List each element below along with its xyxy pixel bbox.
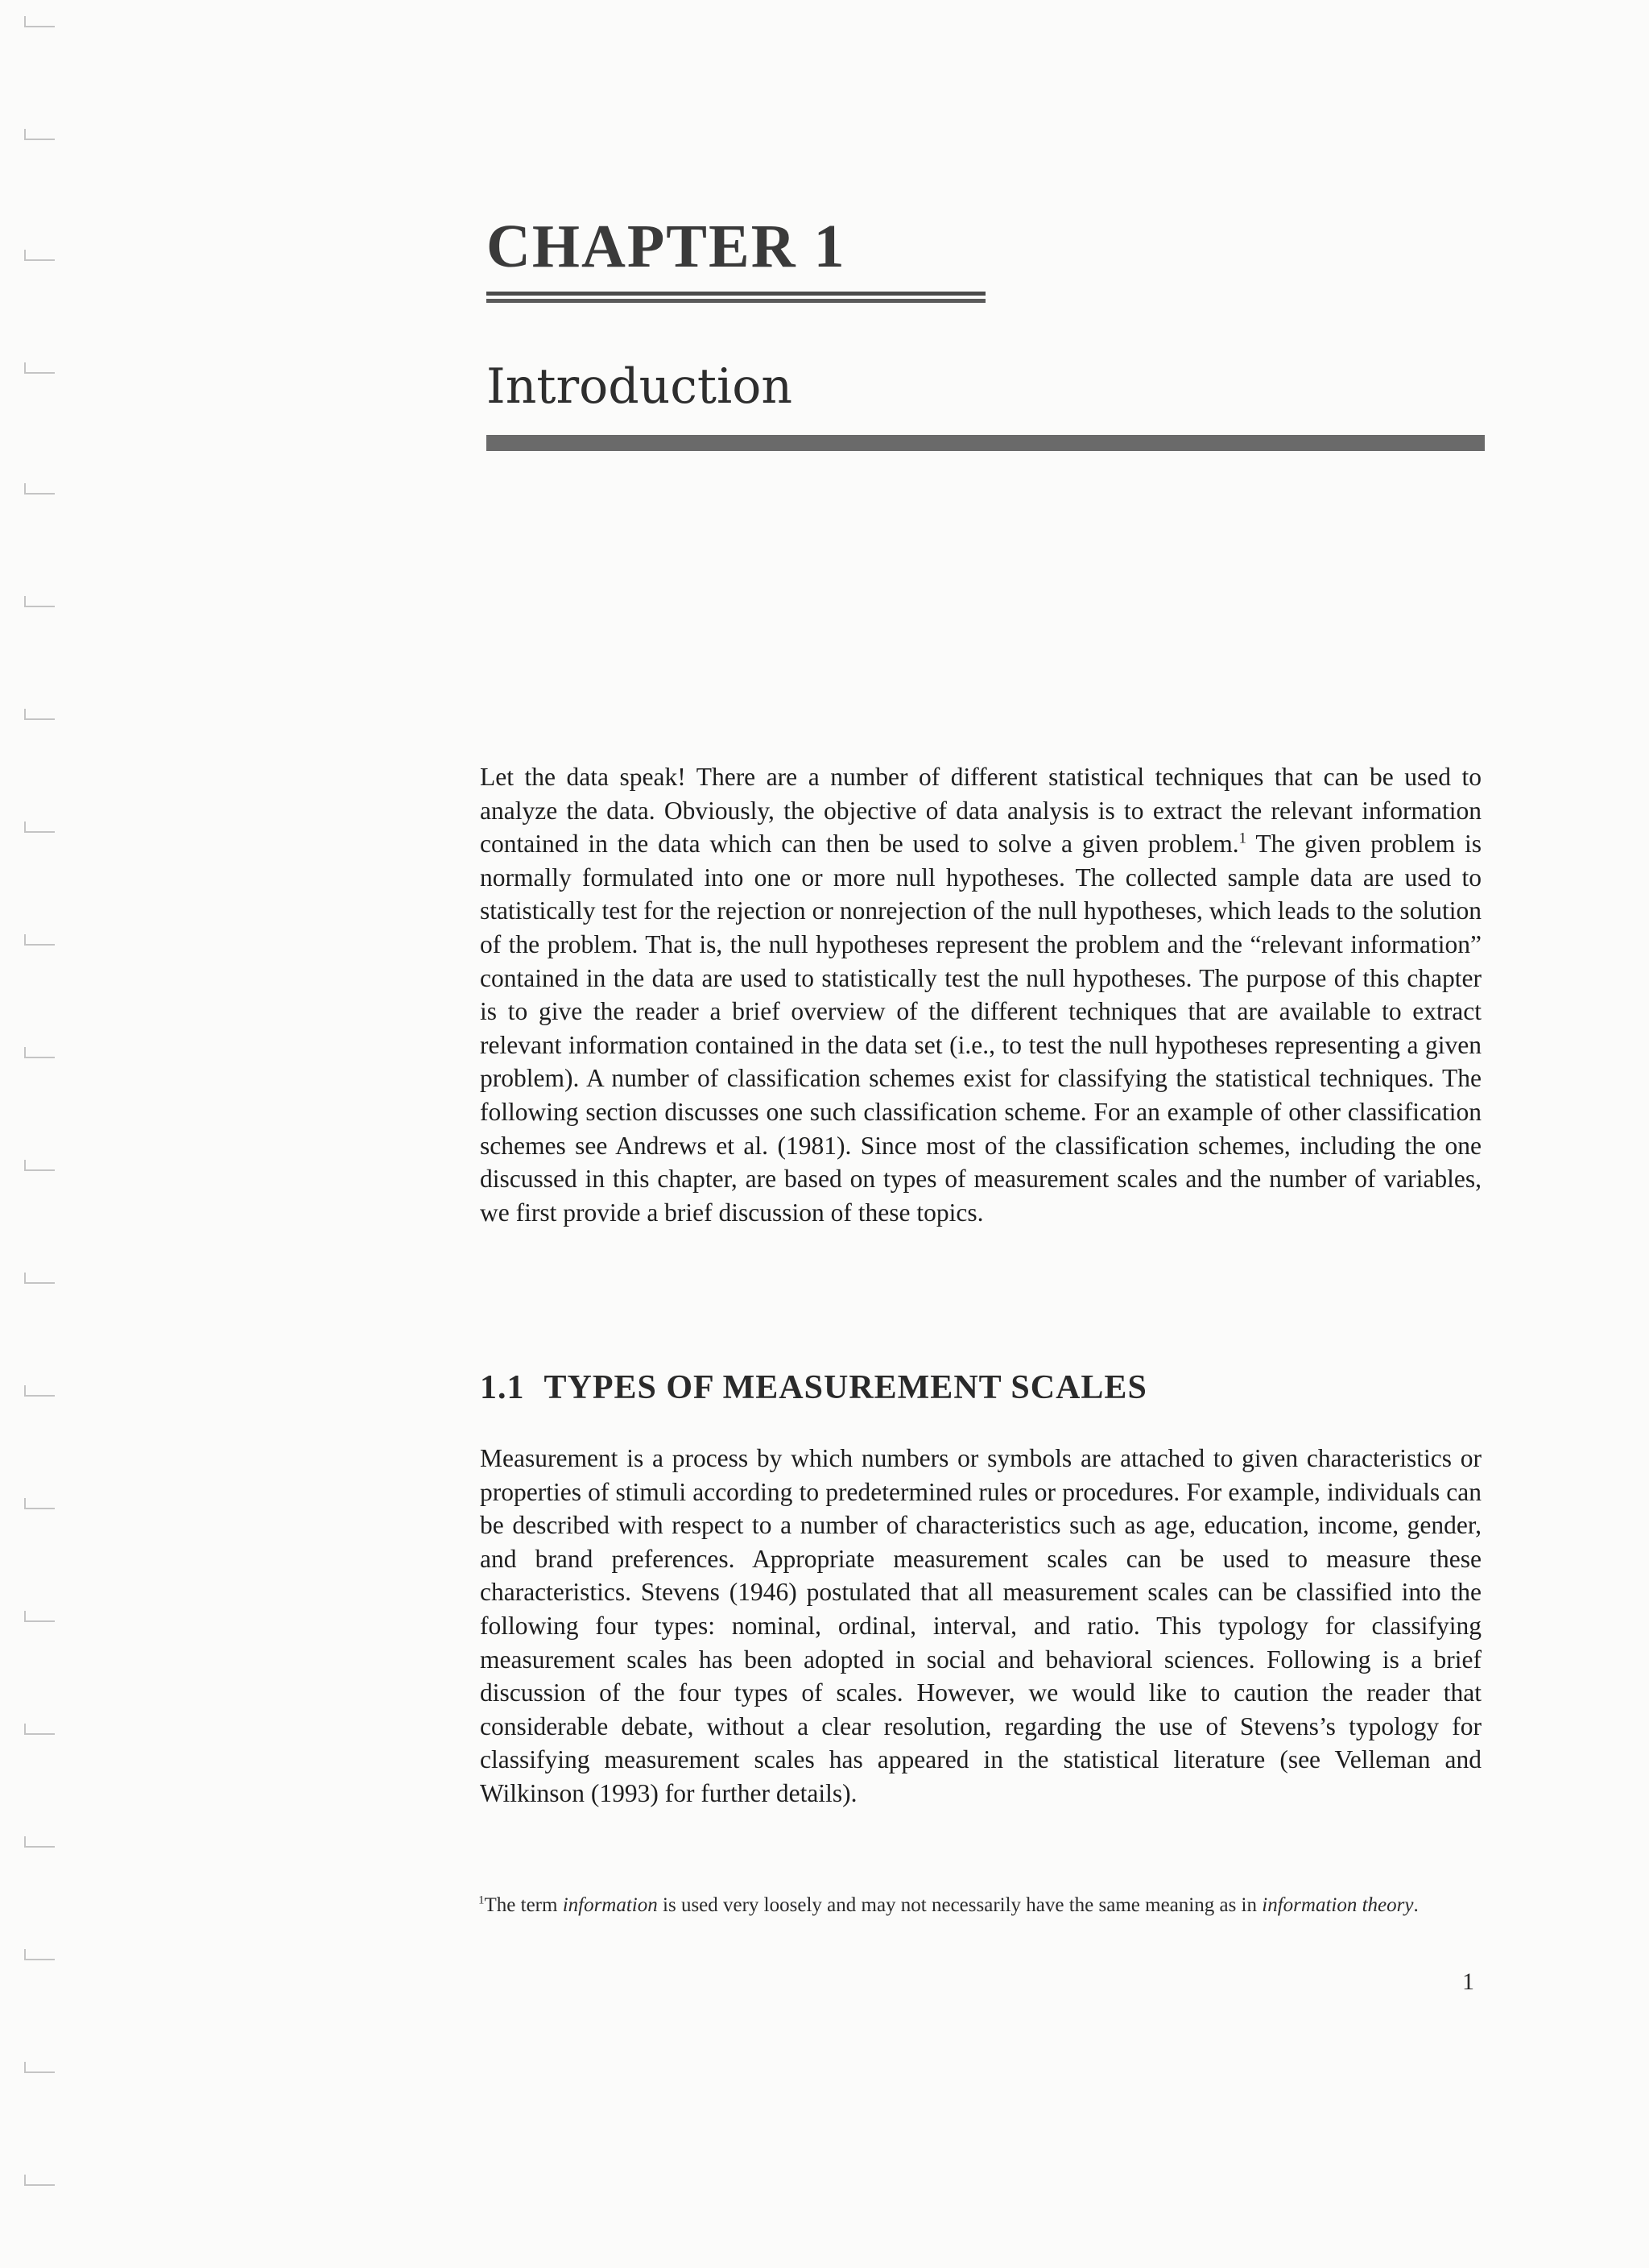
footnote-marker: 1 <box>1238 830 1247 847</box>
binding-mark <box>24 822 55 833</box>
rule-line <box>486 292 986 296</box>
binding-mark <box>24 1160 55 1171</box>
footnote-text: The term <box>484 1894 563 1916</box>
intro-text: Let the data speak! There are a number of different statistical techniques that can be used to analyze the data. Obviously, the objective of data analysis is to extract the relevant information contained in the data which can then be used to solve a given problem. <box>480 763 1482 859</box>
binding-mark <box>24 250 55 261</box>
binding-mark <box>24 1611 55 1622</box>
title-bar <box>486 435 1485 451</box>
chapter-title: Introduction <box>486 358 792 415</box>
intro-paragraph <box>480 760 1482 1229</box>
binding-marks <box>24 16 56 2255</box>
page-number: 1 <box>1462 1968 1474 1995</box>
binding-mark <box>24 1949 55 1960</box>
binding-mark <box>24 1836 55 1848</box>
intro-text: The given problem is normally formulated into one or more null hypotheses. The collected sample data are used to statistically test for the rejection or nonrejection of the null hypotheses, which leads to the solution of the problem. That is, the null hypotheses represent the problem and the “relevant information” contained in the data are used to statistically test the null hypotheses. The purpose of this chapter is to give the reader a brief overview of the different techniques that are available to extract relevant information contained in the data set (i.e., to test the null hypotheses representing a given problem). A number of classification schemes exist for classifying the statistical techniques. The following section discusses one such classification scheme. For an example of other classification schemes see Andrews et al. (1981). Since most of the classification schemes, including the one discussed in this chapter, are based on types of measurement scales and the number of variables, we first provide a brief discussion of these topics. <box>480 830 1482 1227</box>
section-paragraph: Measurement is a process by which numbers or symbols are attached to given characteristics or properties of stimuli according to predetermined rules or procedures. For example, individuals can be described with respect to a number of characteristics such as age, education, income, gender, and brand preferences. Appropriate measurement scales can be used to measure these characteristics. Stevens (1946) postulated that all measurement scales can be classified into the following four types: nominal, ordinal, interval, and ratio. This typology for classifying measurement scales has been adopted in social and behavioral sciences. Following is a brief discussion of the four types of scales. However, we would like to caution the reader that considerable debate, without a clear resolution, regarding the use of Stevens’s typology for classifying measurement scales has appeared in the statistical literature (see Velleman and Wilkinson (1993) for further details). <box>480 1444 1482 1807</box>
footnote <box>478 1890 1485 1920</box>
section-heading <box>480 1371 1147 1405</box>
binding-mark <box>24 1498 55 1509</box>
binding-mark <box>24 1724 55 1735</box>
binding-mark <box>24 483 55 495</box>
footnote-italic: information <box>562 1894 658 1916</box>
footnote-italic: information theory <box>1262 1894 1414 1916</box>
footnote-text: is used very loosely and may not necessarily have the same meaning as in <box>657 1894 1263 1916</box>
binding-mark <box>24 16 55 27</box>
binding-mark <box>24 1385 55 1397</box>
rule-line <box>486 299 986 303</box>
binding-mark <box>24 596 55 607</box>
binding-mark <box>24 709 55 720</box>
binding-mark <box>24 362 55 374</box>
chapter-label: CHAPTER 1 <box>486 213 846 280</box>
binding-mark <box>24 1047 55 1058</box>
binding-mark <box>24 1273 55 1284</box>
section-number: 1.1 <box>480 1369 525 1406</box>
chapter-rule <box>486 292 986 304</box>
footnote-text: . <box>1413 1894 1419 1916</box>
binding-mark <box>24 129 55 140</box>
binding-mark <box>24 934 55 946</box>
section-title: TYPES OF MEASUREMENT SCALES <box>543 1369 1147 1406</box>
footnote-number: 1 <box>478 1893 485 1907</box>
binding-mark <box>24 2175 55 2186</box>
binding-mark <box>24 2062 55 2073</box>
